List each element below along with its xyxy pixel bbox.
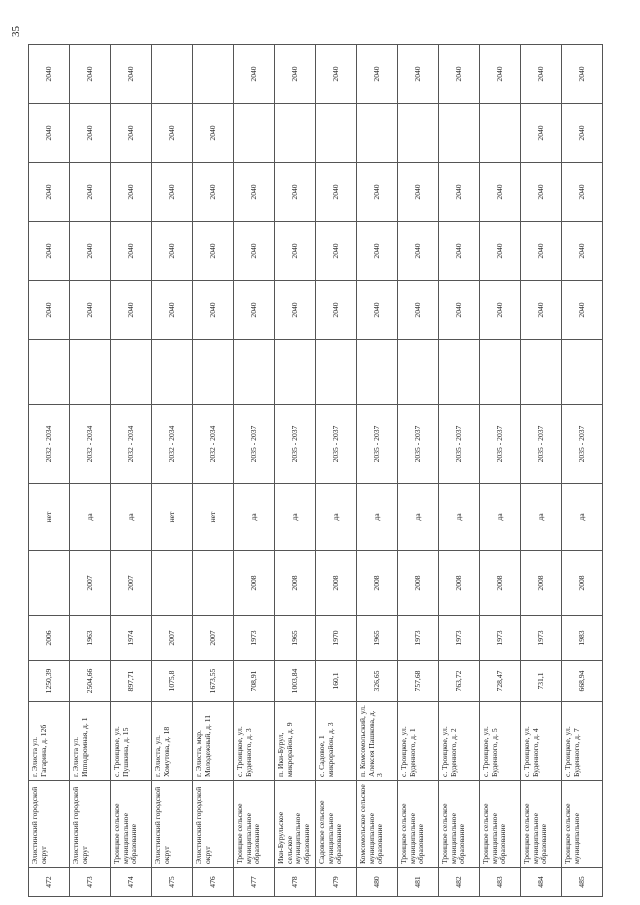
col-empty-cell [152,340,193,405]
address-cell: г. Элиста, ул. Хомутова, д. 18 [152,702,193,781]
col-2040-b-cell: 2040 [29,222,70,281]
col-2040-e-cell: 2040 [234,45,275,104]
col-2040-e-cell: 2040 [29,45,70,104]
municipality-cell: Элистинский городской округ [152,781,193,868]
col-2040-a-cell: 2040 [275,281,316,340]
col-2040-a-cell: 2040 [439,281,480,340]
col-2040-b-cell: 2040 [439,222,480,281]
year-built-cell: 1973 [480,616,521,661]
col-2040-e-cell [152,45,193,104]
row-number-cell: 483 [480,868,521,897]
col-2040-c-cell: 2040 [275,163,316,222]
table-row [480,45,521,897]
table-row [111,45,152,897]
year-built-cell: 1965 [357,616,398,661]
repair-period-cell: 2035 - 2037 [562,405,603,484]
needs-repair-cell: да [357,484,398,551]
table-row [234,45,275,897]
col-2040-b-cell: 2040 [234,222,275,281]
repair-period-cell: 2035 - 2037 [357,405,398,484]
col-2040-e-cell [193,45,234,104]
col-2040-c-cell: 2040 [234,163,275,222]
col-2040-e-cell: 2040 [357,45,398,104]
col-2040-d-cell [480,104,521,163]
col-2040-e-cell: 2040 [398,45,439,104]
row-number-cell: 475 [152,868,193,897]
area-cell: 757,68 [398,661,439,702]
col-2040-e-cell: 2040 [316,45,357,104]
row-number-cell: 472 [29,868,70,897]
col-2040-c-cell: 2040 [193,163,234,222]
col-2040-a-cell: 2040 [480,281,521,340]
col-2040-d-cell [275,104,316,163]
repair-period-cell: 2032 - 2034 [70,405,111,484]
needs-repair-cell: да [275,484,316,551]
col-2040-e-cell: 2040 [111,45,152,104]
address-cell: с. Троицкое, ул. Буденного, д. 4 [521,702,562,781]
municipality-cell: Садовское сельское муниципальное образование [316,781,357,868]
col-empty-cell [521,340,562,405]
col-2040-c-cell: 2040 [521,163,562,222]
table-row [275,45,316,897]
col-2040-d-cell: 2040 [562,104,603,163]
row-number-cell: 478 [275,868,316,897]
repair-period-cell: 2035 - 2037 [398,405,439,484]
col-2040-c-cell: 2040 [439,163,480,222]
col-2040-a-cell: 2040 [234,281,275,340]
last-repair-year-cell: 2008 [439,551,480,616]
municipality-cell: Ики-Бурульское сельское муниципальное образование [275,781,316,868]
col-2040-e-cell: 2040 [521,45,562,104]
table-row [193,45,234,897]
address-cell: п. Ики-Бурул, микрорайон, д. 9 [275,702,316,781]
area-cell: 326,65 [357,661,398,702]
row-number-cell: 476 [193,868,234,897]
col-2040-e-cell: 2040 [275,45,316,104]
area-cell: 1250,39 [29,661,70,702]
last-repair-year-cell: 2007 [111,551,152,616]
col-2040-e-cell: 2040 [439,45,480,104]
year-built-cell: 1973 [234,616,275,661]
col-2040-d-cell: 2040 [29,104,70,163]
col-2040-d-cell: 2040 [152,104,193,163]
row-number-cell: 482 [439,868,480,897]
area-cell: 728,47 [480,661,521,702]
year-built-cell: 1973 [398,616,439,661]
col-2040-a-cell: 2040 [562,281,603,340]
year-built-cell: 1973 [439,616,480,661]
municipality-cell: Троицкое сельское муниципальное образование [398,781,439,868]
col-2040-d-cell: 2040 [70,104,111,163]
municipality-cell: Троицкое сельское муниципальное образование [111,781,152,868]
needs-repair-cell: нет [29,484,70,551]
col-2040-e-cell: 2040 [70,45,111,104]
col-empty-cell [70,340,111,405]
col-2040-c-cell: 2040 [152,163,193,222]
col-2040-a-cell: 2040 [521,281,562,340]
col-2040-c-cell: 2040 [316,163,357,222]
address-cell: г. Элиста ул. Гагарина, д. 12б [29,702,70,781]
municipality-cell: Элистинский городской округ [29,781,70,868]
address-cell: г. Элиста, мкр. Молодежный, д. 11 [193,702,234,781]
col-2040-a-cell: 2040 [357,281,398,340]
row-number-cell: 485 [562,868,603,897]
table-row [70,45,111,897]
last-repair-year-cell: 2008 [480,551,521,616]
repair-period-cell: 2035 - 2037 [480,405,521,484]
municipality-cell: Троицкое сельское муниципальное образование [480,781,521,868]
address-cell: п. Комсомольский, ул. Алексея Пашкова, д. 3 [357,702,398,781]
col-2040-c-cell: 2040 [562,163,603,222]
col-empty-cell [193,340,234,405]
row-number-cell: 474 [111,868,152,897]
col-2040-b-cell: 2040 [275,222,316,281]
last-repair-year-cell: 2008 [562,551,603,616]
needs-repair-cell: нет [193,484,234,551]
repair-period-cell: 2035 - 2037 [234,405,275,484]
last-repair-year-cell: 2008 [398,551,439,616]
table-row [521,45,562,897]
address-cell: с. Троицкое, ул. Буденного, д. 5 [480,702,521,781]
area-cell: 731,1 [521,661,562,702]
table-row [152,45,193,897]
last-repair-year-cell [193,551,234,616]
col-2040-d-cell [357,104,398,163]
col-empty-cell [316,340,357,405]
address-cell: с. Троицкое, ул. Буденного, д. 7 [562,702,603,781]
needs-repair-cell: да [480,484,521,551]
row-number-cell: 479 [316,868,357,897]
address-cell: с. Троицкое, ул. Буденного, д. 2 [439,702,480,781]
table-row [398,45,439,897]
col-2040-b-cell: 2040 [193,222,234,281]
last-repair-year-cell: 2007 [70,551,111,616]
area-cell: 897,71 [111,661,152,702]
row-number-cell: 484 [521,868,562,897]
col-empty-cell [29,340,70,405]
col-empty-cell [357,340,398,405]
col-2040-d-cell: 2040 [521,104,562,163]
last-repair-year-cell: 2008 [357,551,398,616]
col-2040-b-cell: 2040 [152,222,193,281]
year-built-cell: 1974 [111,616,152,661]
col-2040-d-cell [234,104,275,163]
col-2040-c-cell: 2040 [398,163,439,222]
col-empty-cell [439,340,480,405]
year-built-cell: 1970 [316,616,357,661]
needs-repair-cell: да [70,484,111,551]
address-cell: г. Элиста ул. Ипподромная, д. 1 [70,702,111,781]
col-empty-cell [275,340,316,405]
area-cell: 1673,55 [193,661,234,702]
table-row [439,45,480,897]
area-cell: 763,72 [439,661,480,702]
last-repair-year-cell: 2008 [234,551,275,616]
table-row [562,45,603,897]
col-2040-b-cell: 2040 [70,222,111,281]
col-2040-a-cell: 2040 [29,281,70,340]
address-cell: с. Троицкое, ул. Буденного, д. 3 [234,702,275,781]
col-2040-e-cell: 2040 [562,45,603,104]
repair-period-cell: 2035 - 2037 [439,405,480,484]
municipality-cell: Троицкое сельское муниципальное образование [234,781,275,868]
table-row [316,45,357,897]
year-built-cell: 2007 [152,616,193,661]
address-cell: с. Садовое, 1 микрорайон, д. 3 [316,702,357,781]
municipality-cell: Троицкое сельское муниципальное образование [439,781,480,868]
col-2040-b-cell: 2040 [111,222,152,281]
repair-period-cell: 2035 - 2037 [521,405,562,484]
year-built-cell: 2007 [193,616,234,661]
municipality-cell: Комсомольское сельское муниципальное образование [357,781,398,868]
municipality-cell: Троицкое сельское муниципальное образование [521,781,562,868]
col-2040-c-cell: 2040 [29,163,70,222]
col-2040-d-cell [398,104,439,163]
needs-repair-cell: да [521,484,562,551]
address-cell: с. Троицкое, ул. Буденного, д. 1 [398,702,439,781]
address-cell: с. Троицкое, ул. Пушкина, д. 15 [111,702,152,781]
row-number-cell: 480 [357,868,398,897]
col-2040-a-cell: 2040 [398,281,439,340]
col-2040-c-cell: 2040 [480,163,521,222]
row-number-cell: 477 [234,868,275,897]
col-2040-a-cell: 2040 [316,281,357,340]
year-built-cell: 1983 [562,616,603,661]
col-empty-cell [480,340,521,405]
needs-repair-cell: да [316,484,357,551]
needs-repair-cell: да [398,484,439,551]
col-empty-cell [562,340,603,405]
col-2040-c-cell: 2040 [70,163,111,222]
col-2040-d-cell [316,104,357,163]
col-2040-a-cell: 2040 [111,281,152,340]
area-cell: 2504,66 [70,661,111,702]
col-2040-c-cell: 2040 [111,163,152,222]
col-2040-b-cell: 2040 [562,222,603,281]
municipality-cell: Элистинский городской округ [193,781,234,868]
area-cell: 708,91 [234,661,275,702]
repair-period-cell: 2032 - 2034 [152,405,193,484]
needs-repair-cell: да [439,484,480,551]
repair-period-cell: 2032 - 2034 [111,405,152,484]
col-2040-a-cell: 2040 [70,281,111,340]
repair-period-cell: 2032 - 2034 [29,405,70,484]
repair-period-cell: 2035 - 2037 [316,405,357,484]
repair-period-cell: 2032 - 2034 [193,405,234,484]
year-built-cell: 2006 [29,616,70,661]
needs-repair-cell: да [111,484,152,551]
row-number-cell: 473 [70,868,111,897]
col-2040-b-cell: 2040 [521,222,562,281]
last-repair-year-cell [29,551,70,616]
last-repair-year-cell: 2008 [275,551,316,616]
col-2040-d-cell [439,104,480,163]
col-2040-a-cell: 2040 [193,281,234,340]
year-built-cell: 1965 [275,616,316,661]
area-cell: 160,1 [316,661,357,702]
col-empty-cell [111,340,152,405]
needs-repair-cell: нет [152,484,193,551]
table-row [29,45,70,897]
repair-period-cell: 2035 - 2037 [275,405,316,484]
col-2040-b-cell: 2040 [316,222,357,281]
needs-repair-cell: да [562,484,603,551]
col-2040-b-cell: 2040 [357,222,398,281]
year-built-cell: 1963 [70,616,111,661]
municipality-cell: Троицкое сельское муниципальное [562,781,603,868]
col-2040-a-cell: 2040 [152,281,193,340]
page-number: 35 [10,26,22,37]
col-2040-d-cell: 2040 [193,104,234,163]
year-built-cell: 1973 [521,616,562,661]
col-2040-b-cell: 2040 [480,222,521,281]
area-cell: 668,94 [562,661,603,702]
col-empty-cell [398,340,439,405]
col-2040-d-cell: 2040 [111,104,152,163]
last-repair-year-cell: 2008 [521,551,562,616]
last-repair-year-cell [152,551,193,616]
municipality-cell: Элистинский городской округ [70,781,111,868]
row-number-cell: 481 [398,868,439,897]
col-2040-b-cell: 2040 [398,222,439,281]
area-cell: 1003,84 [275,661,316,702]
last-repair-year-cell: 2008 [316,551,357,616]
col-2040-c-cell: 2040 [357,163,398,222]
needs-repair-cell: да [234,484,275,551]
col-empty-cell [234,340,275,405]
area-cell: 1075,8 [152,661,193,702]
col-2040-e-cell: 2040 [480,45,521,104]
repair-schedule-table [28,44,603,897]
table-row [357,45,398,897]
